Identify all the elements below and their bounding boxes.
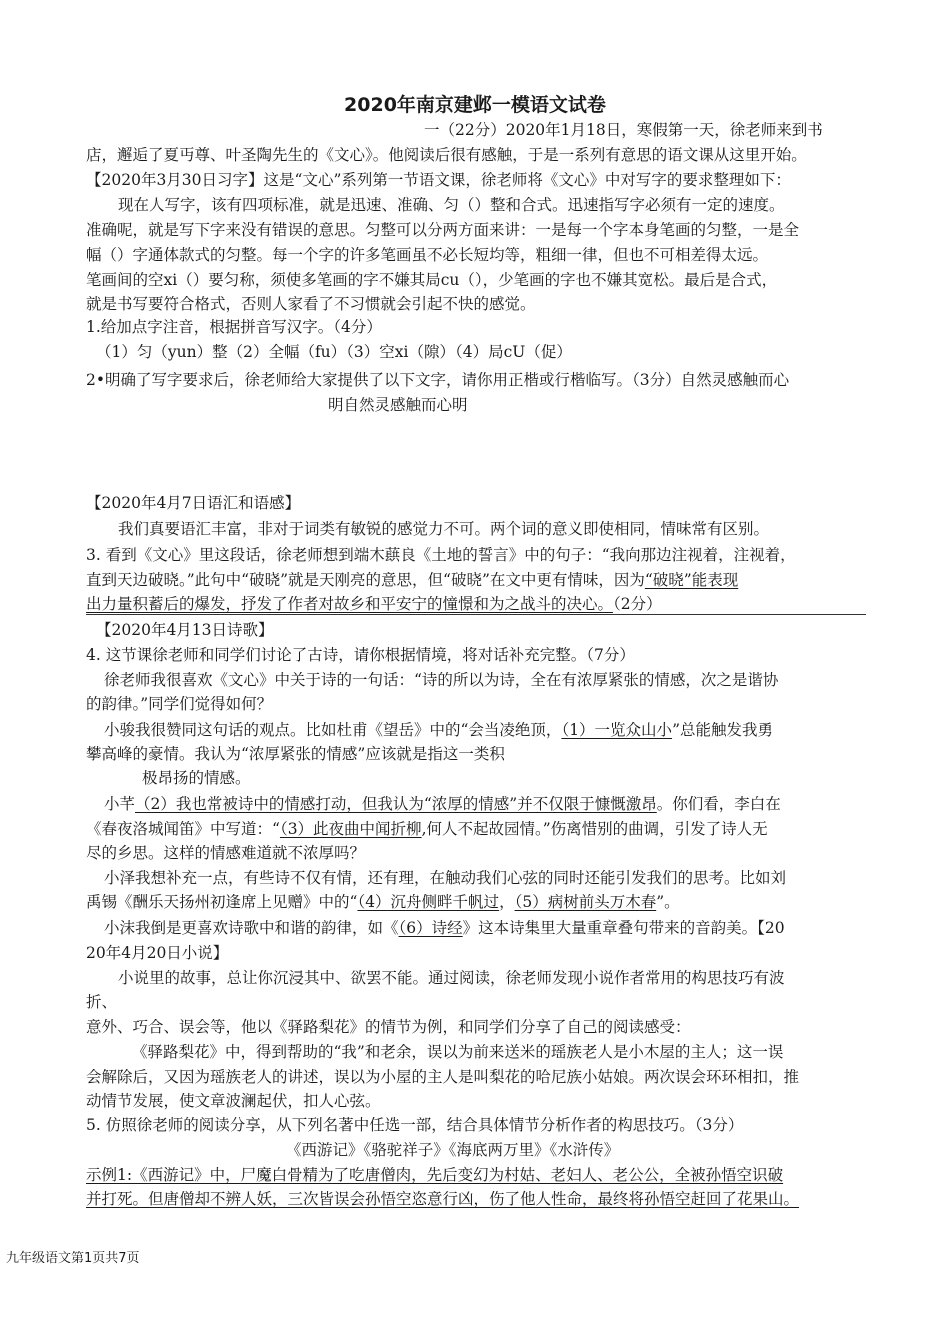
section-heading: 【2020年3月30日习字】这是“文心”系列第一节语文课，徐老师将《文心》中对写字的要求整理如下： <box>86 171 791 189</box>
question-3-line <box>86 570 738 590</box>
dialogue-line: 攀高峰的豪情。我认为“浓厚紧张的情感”应该就是指这一类积 <box>86 745 505 763</box>
page-title: 2020年南京建邺一模语文试卷 <box>344 94 606 116</box>
dialogue-text: 小骏我很赞同这句话的观点。比如杜甫《望岳》中的“会当凌绝顶， <box>104 721 562 739</box>
divider <box>86 614 866 615</box>
dialogue-line: 小泽我想补充一点，有些诗不仅有情，还有理，在触动我们心弦的同时还能引发我们的思考。比如刘 <box>104 869 787 887</box>
answer-2: 明自然灵感触而心明 <box>328 396 468 414</box>
dialogue-text: ”。 <box>656 893 680 911</box>
question-2: 2•明确了写字要求后，徐老师给大家提供了以下文字，请你用正楷或行楷临写。（3分）自然灵感触而心 <box>86 371 790 389</box>
paragraph-line: 一（22分）2020年1月18日，寒假第一天，徐老师来到书 <box>424 121 823 139</box>
dialogue-line: 的韵律。”同学们觉得如何？ <box>86 695 273 713</box>
paragraph-line: 我们真要语汇丰富，非对于词类有敏锐的感觉力不可。两个词的意义即使相同，情味常有区别。 <box>118 520 770 538</box>
paragraph-line: 折、 <box>86 993 118 1011</box>
book-list: 《西游记》《骆驼祥子》《海底两万里》《水浒传》 <box>286 1141 620 1159</box>
section-heading: 【2020年4月13日诗歌】 <box>96 621 274 639</box>
question-3-line <box>86 594 662 614</box>
answer-3: 出力量积蓄后的爆发，抒发了作者对故乡和平安宁的憧憬和为之战斗的决心。 <box>86 595 614 613</box>
paragraph-line: 准确呢，就是写下字来没有错误的意思。匀整可以分两方面来讲：一是每一个字本身笔画的匀整，一是全 <box>86 221 800 239</box>
dialogue-text: 禹锡《酬乐天扬州初逢席上见赠》中的“ <box>86 893 358 911</box>
dialogue-line: 极昂扬的情感。 <box>142 769 251 787</box>
answer-4-1: （1）一览众山小 <box>561 721 673 739</box>
answer-4-4: （4）沉舟侧畔千帆过 <box>357 893 500 911</box>
dialogue-line: 徐老师我很喜欢《文心》中关于诗的一句话：“诗的所以为诗，全在有浓厚紧张的情感，次之是谐协 <box>104 671 779 689</box>
dialogue-text: 《春夜洛城闻笛》中写道：“ <box>86 820 280 838</box>
question-3-text: 直到天边破晓。”此句中“破晓”就是天刚亮的意思，但“破晓”在文中更有情味，因为 <box>86 571 645 589</box>
question-3-score: （2分） <box>613 595 662 613</box>
answer-4-6: （6）诗经 <box>398 919 463 937</box>
example-answer: 并打死。但唐僧却不辨人妖，三次皆误会孙悟空恣意行凶，伤了他人性命，最终将孙悟空赶回了花果山。 <box>86 1190 800 1208</box>
paragraph-line: 店，邂逅了夏丏尊、叶圣陶先生的《文心》。他阅读后很有感触，于是一系列有意思的语文课从这里开始。 <box>86 146 807 164</box>
paragraph-line: 幅（）字通体款式的匀整。每一个字的许多笔画虽不必长短均等，粗细一律，但也不可相差得太远。 <box>86 246 769 264</box>
dialogue-line <box>86 892 680 912</box>
paragraph-line: 就是书写要符合格式，否则人家看了不习惯就会引起不快的感觉。 <box>86 295 536 313</box>
paragraph-line: 笔画间的空xi（）要匀称，须使多笔画的字不嫌其局cu（），少笔画的字也不嫌其宽松。最后是合式， <box>86 271 778 289</box>
page-footer: 九年级语文第1页共7页 <box>6 1251 140 1266</box>
question-5: 5. 仿照徐老师的阅读分享，从下列名著中任选一部，结合具体情节分析作者的构思技巧。（3分） <box>86 1116 744 1134</box>
question-1: 1.给加点字注音，根据拼音写汉字。（4分） <box>86 318 382 336</box>
paragraph-line: 现在人写字，该有四项标准，就是迅速、准确、匀（）整和合式。迅速指写字必须有一定的速度。 <box>118 196 785 214</box>
speaker: 小芊 <box>104 795 136 813</box>
answer-1: （1）匀（yun）整（2）全幅（fu）（3）空xi（隙）（4）局cU（促） <box>96 343 572 361</box>
dialogue-text: ,何人不起故园情。”伤离惜别的曲调，引发了诗人无 <box>421 820 768 838</box>
answer-3: “破晓”能表现 <box>644 571 739 589</box>
dialogue-line <box>86 819 768 839</box>
paragraph-line: 小说里的故事，总让你沉浸其中、欲罢不能。通过阅读，徐老师发现小说作者常用的构思技巧有波 <box>118 969 785 987</box>
dialogue-line <box>104 918 785 938</box>
answer-4-3: （3）此夜曲中闻折柳 <box>279 820 422 838</box>
dialogue-text: ， <box>499 893 515 911</box>
question-4: 4. 这节课徐老师和同学们讨论了古诗，请你根据情境，将对话补充完整。（7分） <box>86 646 635 664</box>
dialogue-text: 小沫我倒是更喜欢诗歌中和谐的韵律，如《 <box>104 919 399 937</box>
paragraph-line: 意外、巧合、误会等，他以《驿路梨花》的情节为例，和同学们分享了自己的阅读感受： <box>86 1018 691 1036</box>
dialogue-line <box>104 794 781 814</box>
paragraph-line: 动情节发展，使文章波澜起伏，扣人心弦。 <box>86 1092 381 1110</box>
paragraph-line: 《驿路梨花》中，得到帮助的“我”和老余，误以为前来送米的瑶族老人是小木屋的主人；这一误 <box>132 1043 784 1061</box>
dialogue-text: ”总能触发我勇 <box>672 721 773 739</box>
dialogue-text: 》这本诗集里大量重章叠句带来的音韵美。【20 <box>462 919 785 937</box>
answer-4-5: （5）病树前头万木春 <box>514 893 657 911</box>
section-heading: 20年4月20日小说】 <box>86 944 229 962</box>
question-3: 3. 看到《文心》里这段话，徐老师想到端木蕻良《土地的誓言》中的句子：“我向那边注视着，注视着， <box>86 546 796 564</box>
paragraph-line: 会解除后，又因为瑶族老人的讲述，误以为小屋的主人是叫梨花的哈尼族小姑娘。两次误会环环相扣，推 <box>86 1068 800 1086</box>
dialogue-line <box>104 720 773 740</box>
example-answer: 示例1:《西游记》中，尸魔白骨精为了吃唐僧肉，先后变幻为村姑、老妇人、老公公，全被孙悟空识破 <box>86 1166 784 1184</box>
answer-4-2: （2）我也常被诗中的情感打动，但我认为“浓厚的情感”并不仅限于慷慨激昂 <box>135 795 657 813</box>
dialogue-line: 尽的乡思。这样的情感难道就不浓厚吗？ <box>86 844 366 862</box>
dialogue-text: 。你们看，李白在 <box>656 795 781 813</box>
section-heading: 【2020年4月7日语汇和语感】 <box>86 494 301 512</box>
